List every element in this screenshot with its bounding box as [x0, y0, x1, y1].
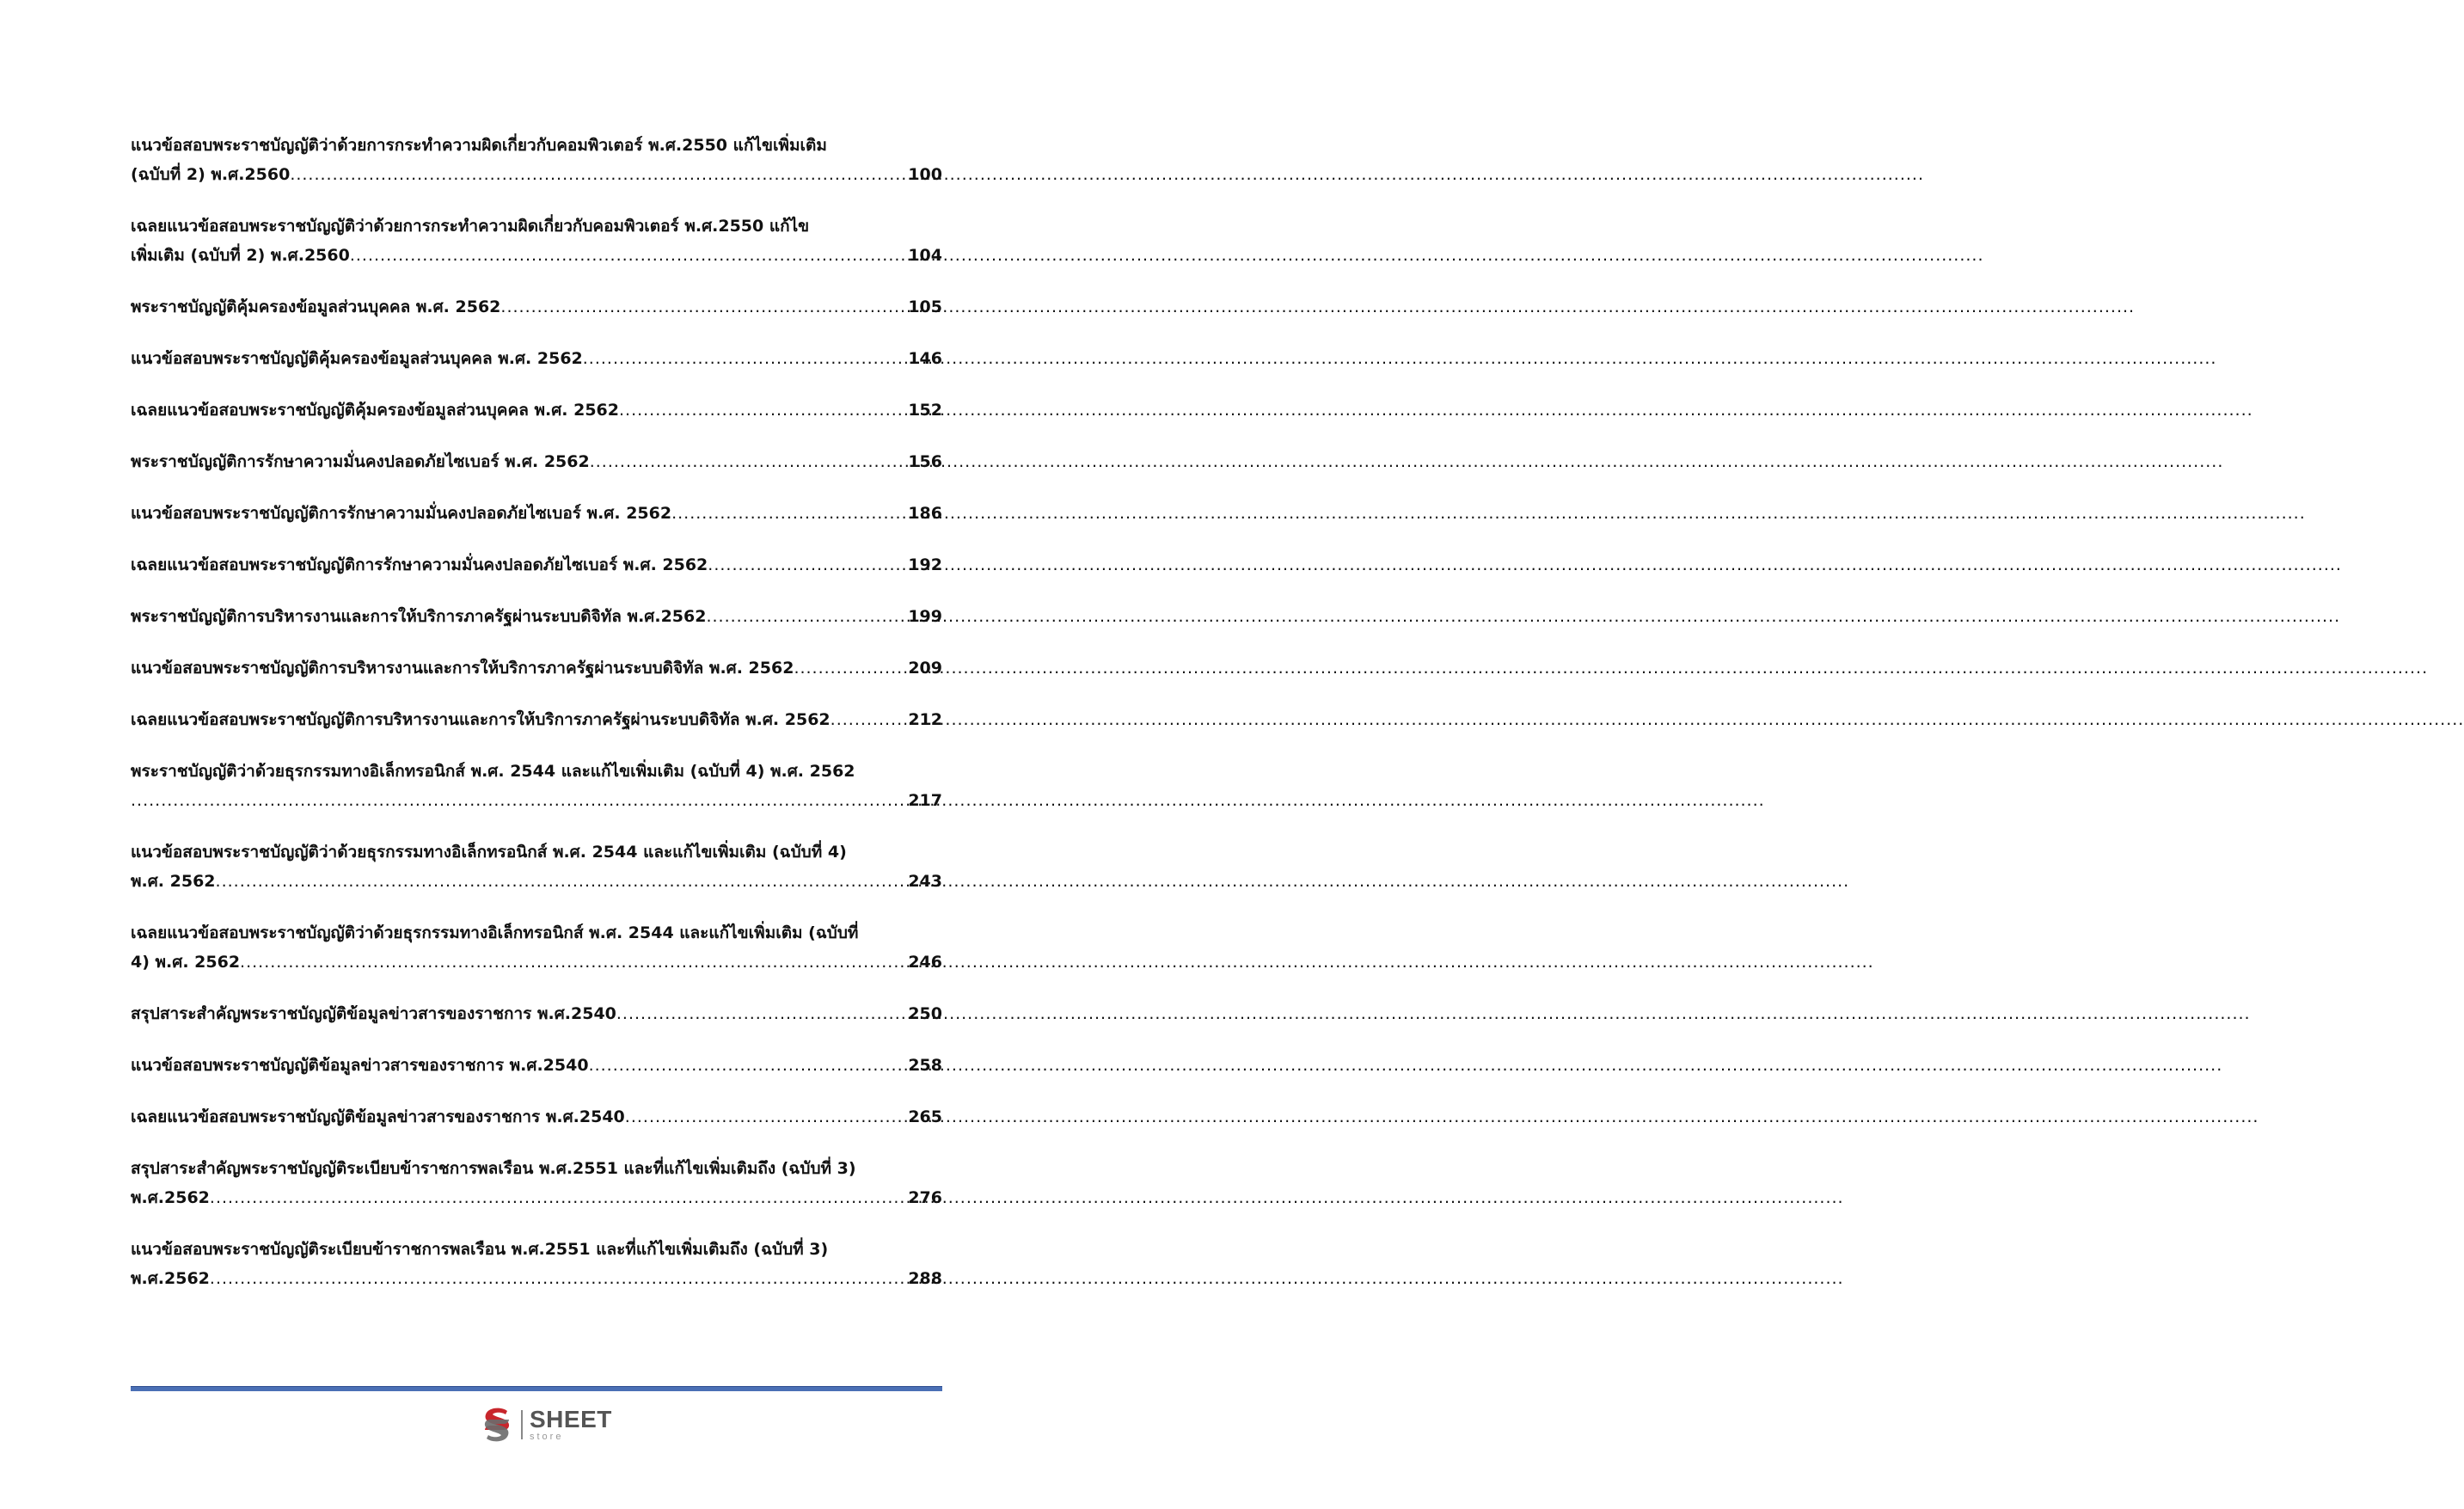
toc-page-number: 258	[908, 1056, 942, 1075]
toc-entry[interactable]	[131, 212, 942, 270]
toc-page-number: 243	[908, 872, 942, 891]
toc-entry[interactable]	[131, 550, 942, 580]
logo-separator	[521, 1410, 523, 1439]
toc-entry-title: แนวข้อสอบพระราชบัญญัติการรักษาความมั่นคงปลอดภัยไซเบอร์ พ.ศ. 2562	[131, 504, 672, 523]
toc-leader-dots	[240, 948, 904, 977]
toc-entry[interactable]	[131, 499, 942, 528]
toc-entry-title: สรุปสาระสำคัญพระราชบัญญัติข้อมูลข่าวสารของราชการ พ.ศ.2540	[131, 1004, 616, 1023]
toc-page-number: 199	[908, 607, 942, 626]
toc-leader-dots	[671, 499, 904, 528]
toc-entry-title: เฉลยแนวข้อสอบพระราชบัญญัติว่าด้วยธุรกรรมทางอิเล็กทรอนิกส์ พ.ศ. 2544 และแก้ไขเพิ่มเติม (ฉบับที่	[131, 923, 859, 942]
toc-page-number: 105	[908, 298, 942, 316]
toc-leader-dots	[625, 1102, 905, 1132]
toc-entry[interactable]	[131, 705, 942, 734]
toc-entry-title: 4) พ.ศ. 2562	[131, 953, 241, 972]
toc-page-number: 212	[908, 710, 942, 729]
toc-entry-title: พระราชบัญญัติการบริหารงานและการให้บริการภาครัฐผ่านระบบดิจิทัล พ.ศ.2562	[131, 607, 707, 626]
toc-page-number: 104	[908, 246, 942, 265]
toc-entry[interactable]	[131, 292, 942, 322]
toc-page-number: 156	[908, 452, 942, 471]
toc-entry-title: เพิ่มเติม (ฉบับที่ 2) พ.ศ.2560	[131, 246, 350, 265]
toc-entry[interactable]	[131, 131, 942, 189]
toc-entry[interactable]	[131, 1102, 942, 1132]
toc-page-number: 265	[908, 1107, 942, 1126]
toc-entry[interactable]	[131, 999, 942, 1028]
toc-page-number: 209	[908, 659, 942, 678]
sheet-store-logo	[478, 1403, 612, 1446]
sheet-store-s-logo-icon	[478, 1404, 516, 1445]
toc-page-number: 146	[908, 349, 942, 368]
toc-entry[interactable]	[131, 602, 942, 631]
toc-leader-dots	[708, 550, 904, 580]
toc-entry[interactable]	[131, 396, 942, 425]
toc-page-number: 217	[908, 791, 942, 810]
toc-entry-title: (ฉบับที่ 2) พ.ศ.2560	[131, 165, 291, 184]
toc-page-number: 250	[908, 1004, 942, 1023]
toc-entry-title: แนวข้อสอบพระราชบัญญัติข้อมูลข่าวสารของราชการ พ.ศ.2540	[131, 1056, 589, 1075]
toc-leader-dots	[290, 160, 904, 189]
toc-entry-title: พระราชบัญญัติการรักษาความมั่นคงปลอดภัยไซเบอร์ พ.ศ. 2562	[131, 452, 590, 471]
toc-leader-dots	[216, 867, 905, 896]
toc-leader-dots	[794, 653, 904, 683]
toc-entry-title: พระราชบัญญัติคุ้มครองข้อมูลส่วนบุคคล พ.ศ. 2562	[131, 298, 501, 316]
toc-leader-dots	[500, 292, 904, 322]
toc-entry-title: เฉลยแนวข้อสอบพระราชบัญญัติการบริหารงานและการให้บริการภาครัฐผ่านระบบดิจิทัล พ.ศ. 2562	[131, 710, 831, 729]
toc-entry-title: พระราชบัญญัติว่าด้วยธุรกรรมทางอิเล็กทรอนิกส์ พ.ศ. 2544 และแก้ไขเพิ่มเติม (ฉบับที่ 4) พ.ศ. 2562	[131, 762, 855, 781]
toc-leader-dots	[210, 1264, 904, 1293]
toc-page-number: 152	[908, 401, 942, 420]
toc-entry-title: แนวข้อสอบพระราชบัญญัติคุ้มครองข้อมูลส่วนบุคคล พ.ศ. 2562	[131, 349, 583, 368]
toc-entry[interactable]	[131, 447, 942, 476]
toc-leader-dots	[350, 241, 905, 270]
toc-entry[interactable]	[131, 1154, 942, 1212]
toc-leader-dots	[210, 1183, 904, 1212]
toc-entry[interactable]	[131, 757, 942, 815]
toc-leader-dots	[619, 396, 904, 425]
toc-entry[interactable]	[131, 918, 942, 977]
table-of-contents	[131, 131, 942, 1316]
toc-entry-title: แนวข้อสอบพระราชบัญญัติว่าด้วยการกระทำความผิดเกี่ยวกับคอมพิวเตอร์ พ.ศ.2550 แก้ไขเพิ่มเติม	[131, 136, 827, 155]
toc-page-number: 100	[908, 165, 942, 184]
toc-leader-dots	[590, 447, 905, 476]
toc-page-number: 246	[908, 953, 942, 972]
logo-subword: store	[530, 1432, 564, 1442]
toc-leader-dots	[706, 602, 904, 631]
toc-page-number: 276	[908, 1188, 942, 1207]
toc-entry-title: แนวข้อสอบพระราชบัญญัติการบริหารงานและการให้บริการภาครัฐผ่านระบบดิจิทัล พ.ศ. 2562	[131, 659, 794, 678]
toc-page-number: 288	[908, 1269, 942, 1288]
toc-entry[interactable]	[131, 653, 942, 683]
toc-leader-dots	[589, 1051, 905, 1080]
toc-page-number: 186	[908, 504, 942, 523]
toc-page-number: 192	[908, 555, 942, 574]
toc-entry-title: สรุปสาระสำคัญพระราชบัญญัติระเบียบข้าราชการพลเรือน พ.ศ.2551 และที่แก้ไขเพิ่มเติมถึง (ฉบับที่ 3)	[131, 1159, 856, 1178]
toc-leader-dots	[131, 786, 904, 815]
toc-entry-title: เฉลยแนวข้อสอบพระราชบัญญัติคุ้มครองข้อมูลส่วนบุคคล พ.ศ. 2562	[131, 401, 619, 420]
toc-entry[interactable]	[131, 1235, 942, 1293]
toc-leader-dots	[583, 344, 905, 373]
footer-rule	[131, 1386, 942, 1391]
toc-entry-title: เฉลยแนวข้อสอบพระราชบัญญัติข้อมูลข่าวสารของราชการ พ.ศ.2540	[131, 1107, 625, 1126]
toc-entry-title: เฉลยแนวข้อสอบพระราชบัญญัติการรักษาความมั่นคงปลอดภัยไซเบอร์ พ.ศ. 2562	[131, 555, 708, 574]
toc-entry-title: พ.ศ.2562	[131, 1269, 210, 1288]
toc-entry-title: แนวข้อสอบพระราชบัญญัติว่าด้วยธุรกรรมทางอิเล็กทรอนิกส์ พ.ศ. 2544 และแก้ไขเพิ่มเติม (ฉบับที่ 4)	[131, 843, 847, 862]
toc-entry-title: พ.ศ. 2562	[131, 872, 216, 891]
toc-leader-dots	[831, 705, 905, 734]
toc-leader-dots	[616, 999, 904, 1028]
toc-entry-title: แนวข้อสอบพระราชบัญญัติระเบียบข้าราชการพลเรือน พ.ศ.2551 และที่แก้ไขเพิ่มเติมถึง (ฉบับที่ 3)	[131, 1240, 829, 1259]
toc-entry-title: พ.ศ.2562	[131, 1188, 210, 1207]
toc-entry-title: เฉลยแนวข้อสอบพระราชบัญญัติว่าด้วยการกระทำความผิดเกี่ยวกับคอมพิวเตอร์ พ.ศ.2550 แก้ไข	[131, 217, 810, 236]
toc-entry[interactable]	[131, 837, 942, 896]
toc-entry[interactable]	[131, 344, 942, 373]
toc-entry[interactable]	[131, 1051, 942, 1080]
logo-word: SHEET	[530, 1406, 612, 1432]
